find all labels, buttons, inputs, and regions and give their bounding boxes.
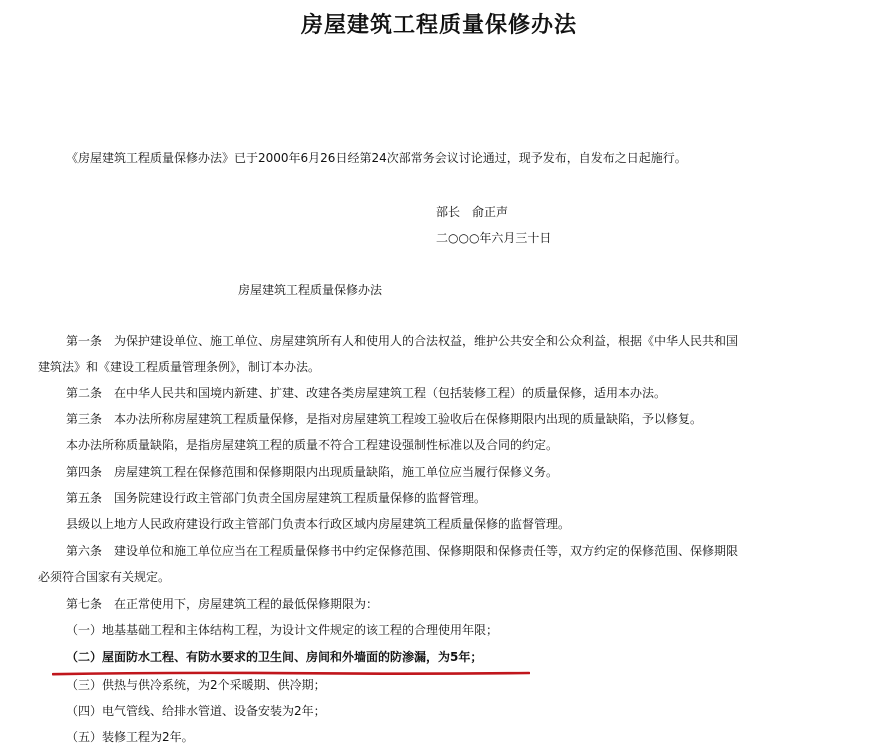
article-3-definition: 本办法所称质量缺陷，是指房屋建筑工程的质量不符合工程建设强制性标准以及合同的约定。 <box>66 438 559 452</box>
signature-minister: 部长 俞正声 <box>436 205 509 219</box>
article-6-line-1: 第六条 建设单位和施工单位应当在工程质量保修书中约定保修范围、保修期限和保修责任等，双方约定的保修范围、保修期限 <box>66 544 739 558</box>
article-1-line-1: 第一条 为保护建设单位、施工单位、房屋建筑所有人和使用人的合法权益，维护公共安全和公众利益，根据《中华人民共和国 <box>66 334 739 348</box>
decree-paragraph: 《房屋建筑工程质量保修办法》已于2000年6月26日经第24次部常务会议讨论通过，现予发布，自发布之日起施行。 <box>66 151 687 165</box>
article-7-item-2: （二）屋面防水工程、有防水要求的卫生间、房间和外墙面的防渗漏，为5年； <box>66 650 483 664</box>
signature-date: 二○○○年六月三十日 <box>436 231 552 245</box>
article-7: 第七条 在正常使用下，房屋建筑工程的最低保修期限为： <box>66 597 379 611</box>
article-6-line-2: 必须符合国家有关规定。 <box>38 570 171 584</box>
article-1-line-2: 建筑法》和《建设工程质量管理条例》，制订本办法。 <box>38 360 321 374</box>
document-title: 房屋建筑工程质量保修办法 <box>300 12 577 38</box>
article-7-item-1: （一）地基基础工程和主体结构工程，为设计文件规定的该工程的合理使用年限； <box>66 623 499 637</box>
document-subtitle: 房屋建筑工程质量保修办法 <box>238 283 383 297</box>
article-4: 第四条 房屋建筑工程在保修范围和保修期限内出现质量缺陷，施工单位应当履行保修义务。 <box>66 465 559 479</box>
article-7-item-5: （五）装修工程为2年。 <box>66 730 194 744</box>
article-7-item-4: （四）电气管线、给排水管道、设备安装为2年； <box>66 704 326 718</box>
article-7-item-3: （三）供热与供冷系统，为2个采暖期、供冷期； <box>66 678 326 692</box>
article-5-local: 县级以上地方人民政府建设行政主管部门负责本行政区域内房屋建筑工程质量保修的监督管理。 <box>66 517 571 531</box>
article-5: 第五条 国务院建设行政主管部门负责全国房屋建筑工程质量保修的监督管理。 <box>66 491 487 505</box>
article-3: 第三条 本办法所称房屋建筑工程质量保修，是指对房屋建筑工程竣工验收后在保修期限内出现的质量缺陷，予以修复。 <box>66 412 703 426</box>
red-highlight-underline <box>52 671 530 676</box>
article-2: 第二条 在中华人民共和国境内新建、扩建、改建各类房屋建筑工程（包括装修工程）的质量保修，适用本办法。 <box>66 386 667 400</box>
